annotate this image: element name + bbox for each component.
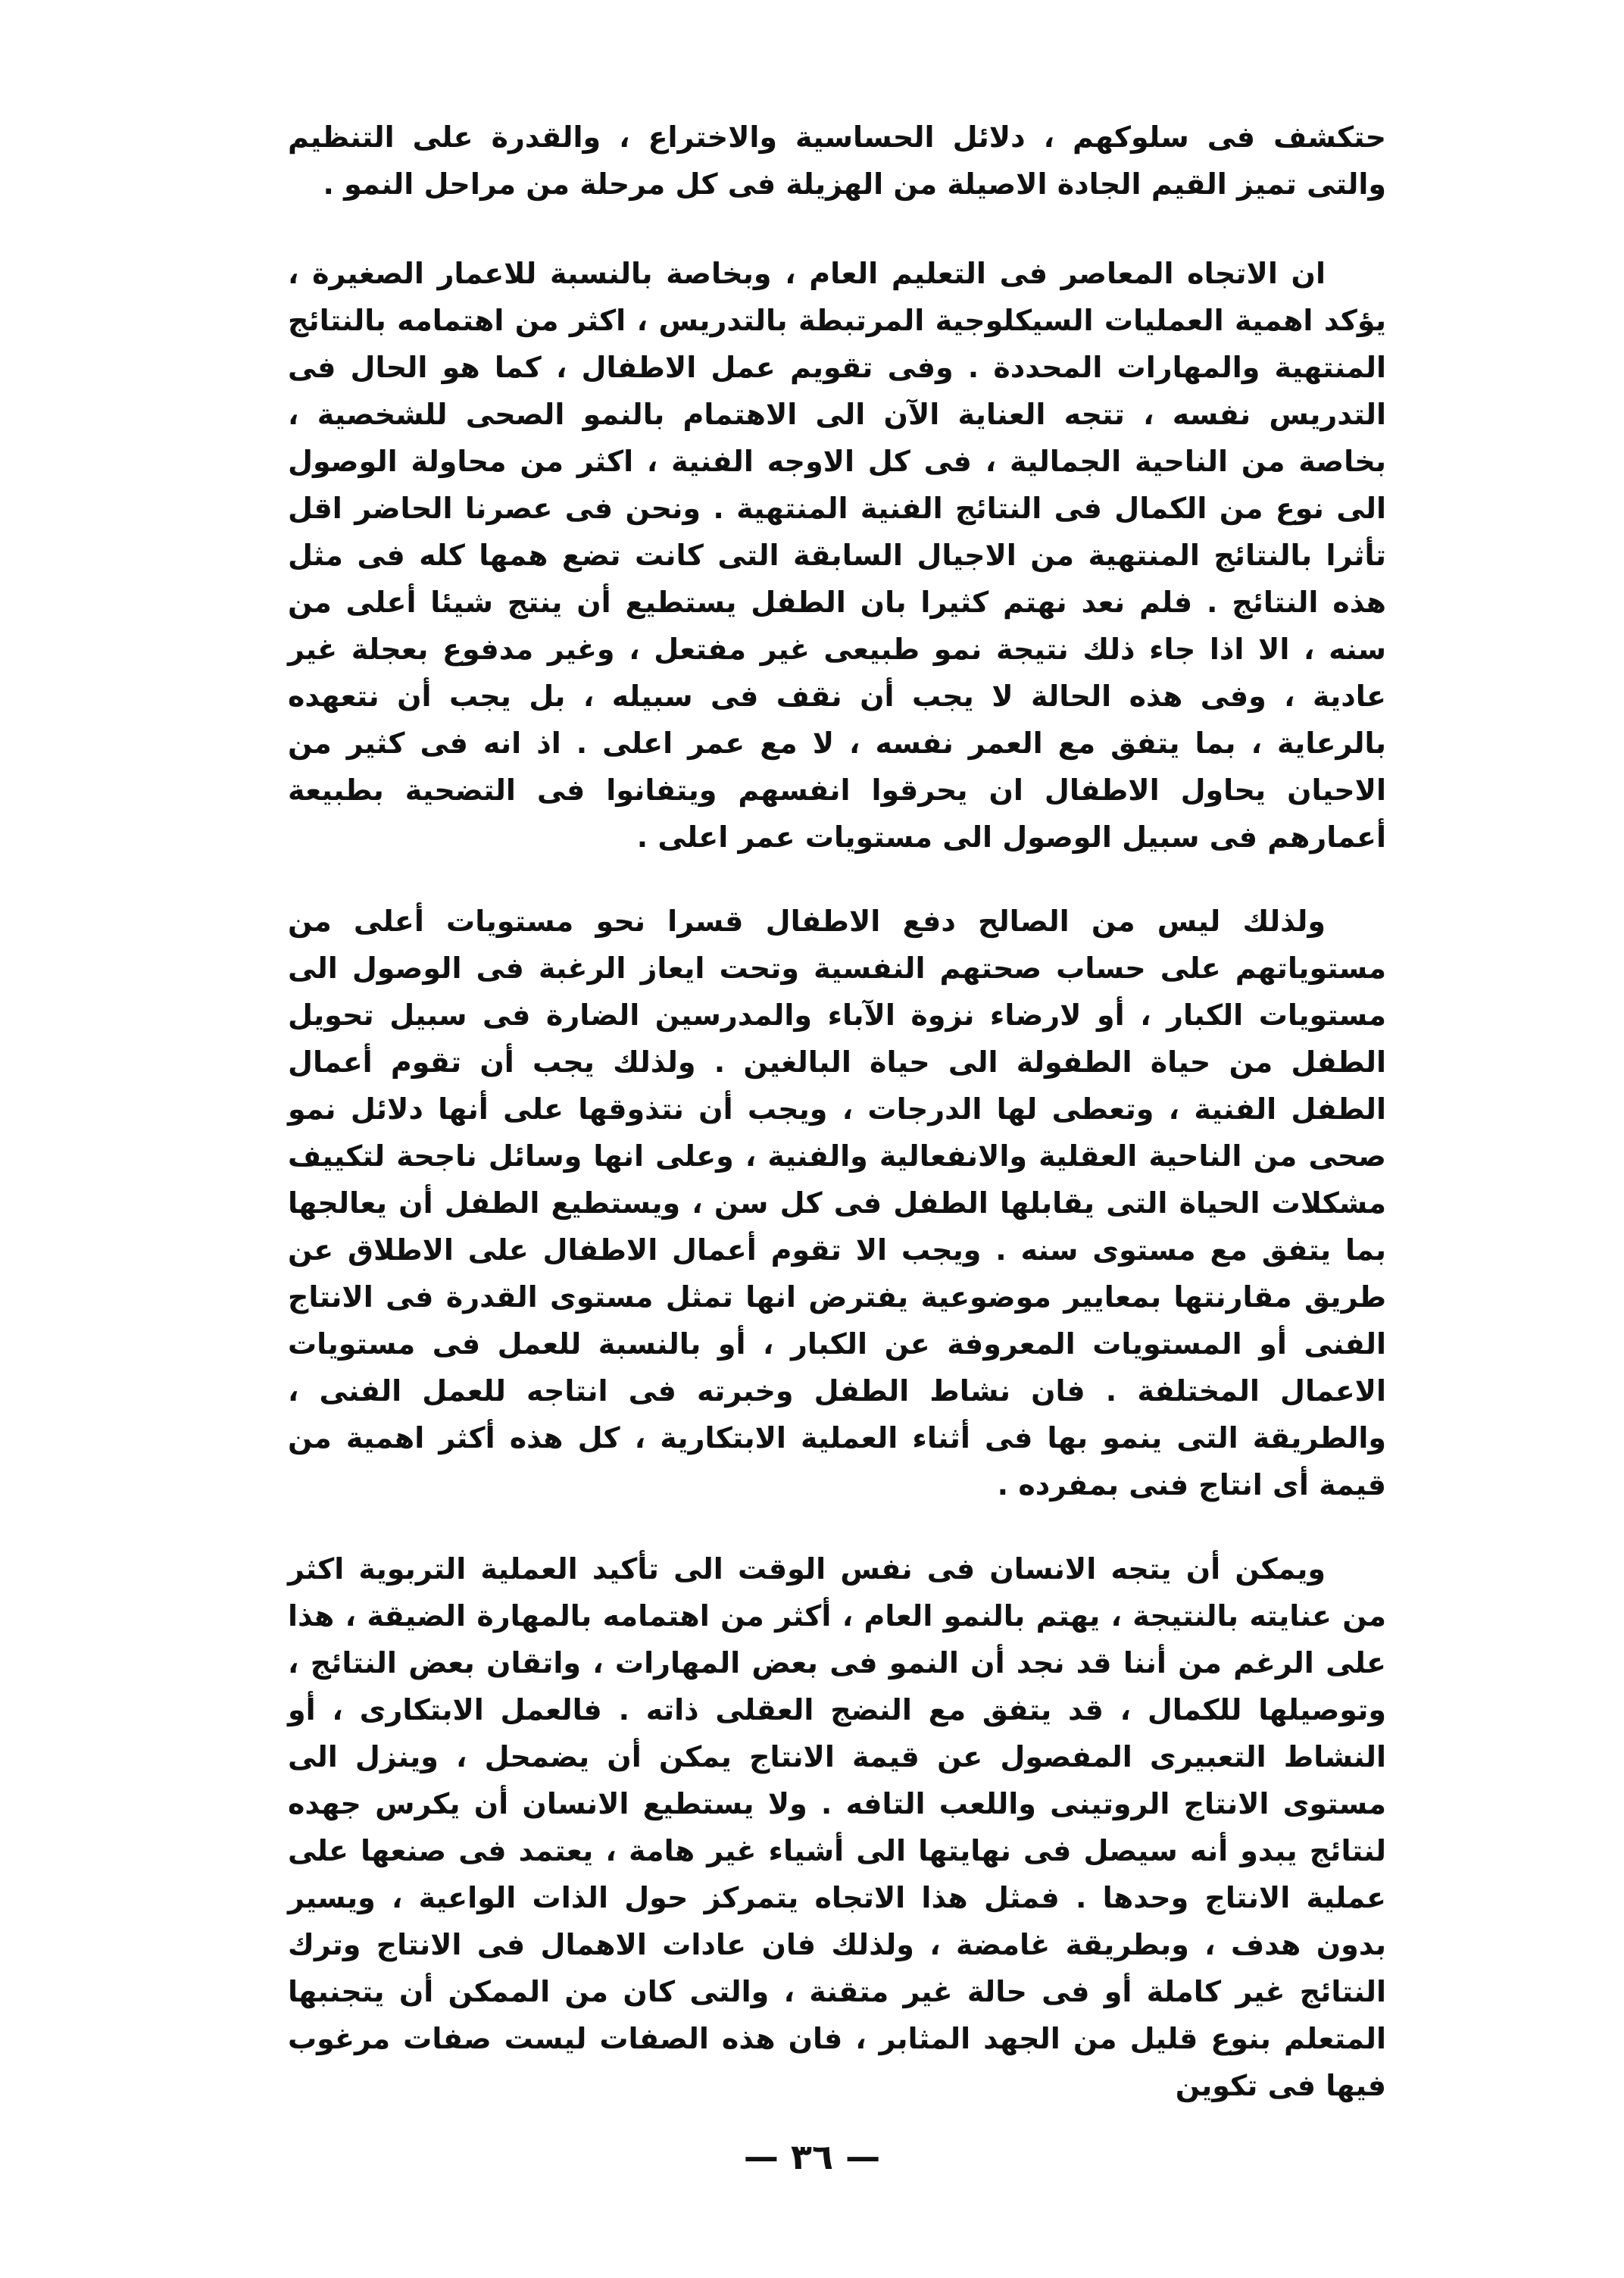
paragraph-not-forcing-children [288,898,1386,1508]
paragraph-contemporary-trend [288,250,1386,861]
page-number: — ٣٦ — [743,2136,881,2177]
paragraph-continuation [288,114,1386,208]
paragraph-educational-process [288,1545,1386,2109]
paragraph-text: ولذلك ليس من الصالح دفع الاطفال قسرا نحو مستويات أعلى من مستوياتهم على حساب صحتهم النفسية وتحت ايعاز الرغبة فى الوصول الى مستويات الكبار ، أو لارضاء نزوة الآباء والمدرسين الضارة فى سبيل تحويل الطفل من حياة الطفولة الى حياة البالغين . ولذلك يجب أن تقوم أعمال الطفل الفنية ، وتعطى لها الدرجات ، ويجب أن نتذوقها على أنها دلائل نمو صحى من الناحية العقلية والانفعالية والفنية ، وعلى انها وسائل ناجحة لتكييف مشكلات الحياة التى يقابلها الطفل فى كل سن ، ويستطيع الطفل أن يعالجها بما يتفق مع مستوى سنه . ويجب الا تقوم أعمال الاطفال على الاطلاق عن طريق مقارنتها بمعايير موضوعية يفترض انها تمثل مستوى القدرة فى الانتاج الفنى أو المستويات المعروفة عن الكبار ، أو بالنسبة للعمل فى مستويات الاعمال المختلفة . فان نشاط الطفل وخبرته فى انتاجه للعمل الفنى ، والطريقة التى ينمو بها فى أثناء العملية الابتكارية ، كل هذه أكثر اهمية من قيمة أى انتاج فنى بمفرده . [288,905,1386,1501]
paragraph-text: ان الاتجاه المعاصر فى التعليم العام ، وبخاصة بالنسبة للاعمار الصغيرة ، يؤكد اهمية العمليات السيكلوجية المرتبطة بالتدريس ، اكثر من اهتمامه بالنتائج المنتهية والمهارات المحددة . وفى تقويم عمل الاطفال ، كما هو الحال فى التدريس نفسه ، تتجه العناية الآن الى الاهتمام بالنمو الصحى للشخصية ، بخاصة من الناحية الجمالية ، فى كل الاوجه الفنية ، اكثر من محاولة الوصول الى نوع من الكمال فى النتائج الفنية المنتهية . ونحن فى عصرنا الحاضر اقل تأثرا بالنتائج المنتهية من الاجيال السابقة التى كانت تضع همها كله فى مثل هذه النتائج . فلم نعد نهتم كثيرا بان الطفل يستطيع أن ينتج شيئا أعلى من سنه ، الا اذا جاء ذلك نتيجة نمو طبيعى غير مفتعل ، وغير مدفوع بعجلة غير عادية ، وفى هذه الحالة لا يجب أن نقف فى سبيله ، بل يجب أن نتعهده بالرعاية ، بما يتفق مع العمر نفسه ، لا مع عمر اعلى . اذ انه فى كثير من الاحيان يحاول الاطفال ان يحرقوا انفسهم ويتفانوا فى التضحية بطبيعة أعمارهم فى سبيل الوصول الى مستويات عمر اعلى . [288,257,1386,854]
paragraph-text: ويمكن أن يتجه الانسان فى نفس الوقت الى تأكيد العملية التربوية اكثر من عنايته بالنتيجة ، يهتم بالنمو العام ، أكثر من اهتمامه بالمهارة الضيقة ، هذا على الرغم من أننا قد نجد أن النمو فى بعض المهارات ، واتقان بعض النتائج ، وتوصيلها للكمال ، قد يتفق مع النضج العقلى ذاته . فالعمل الابتكارى ، أو النشاط التعبيرى المفصول عن قيمة الانتاج يمكن أن يضمحل ، وينزل الى مستوى الانتاج الروتينى واللعب التافه . ولا يستطيع الانسان أن يكرس جهده لنتائج يبدو أنه سيصل فى نهايتها الى أشياء غير هامة ، يعتمد فى صنعها على عملية الانتاج وحدها . فمثل هذا الاتجاه يتمركز حول الذات الواعية ، ويسير بدون هدف ، وبطريقة غامضة ، ولذلك فان عادات الاهمال فى الانتاج وترك النتائج غير كاملة أو فى حالة غير متقنة ، والتى كان من الممكن أن يتجنبها المتعلم بنوع قليل من الجهد المثابر ، فان هذه الصفات ليست صفات مرغوب فيها فى تكوين [288,1552,1386,2102]
paragraph-text: حتكشف فى سلوكهم ، دلائل الحساسية والاختراع ، والقدرة على التنظيم والتى تميز القيم الجادة الاصيلة من الهزيلة فى كل مرحلة من مراحل النمو . [288,120,1386,201]
